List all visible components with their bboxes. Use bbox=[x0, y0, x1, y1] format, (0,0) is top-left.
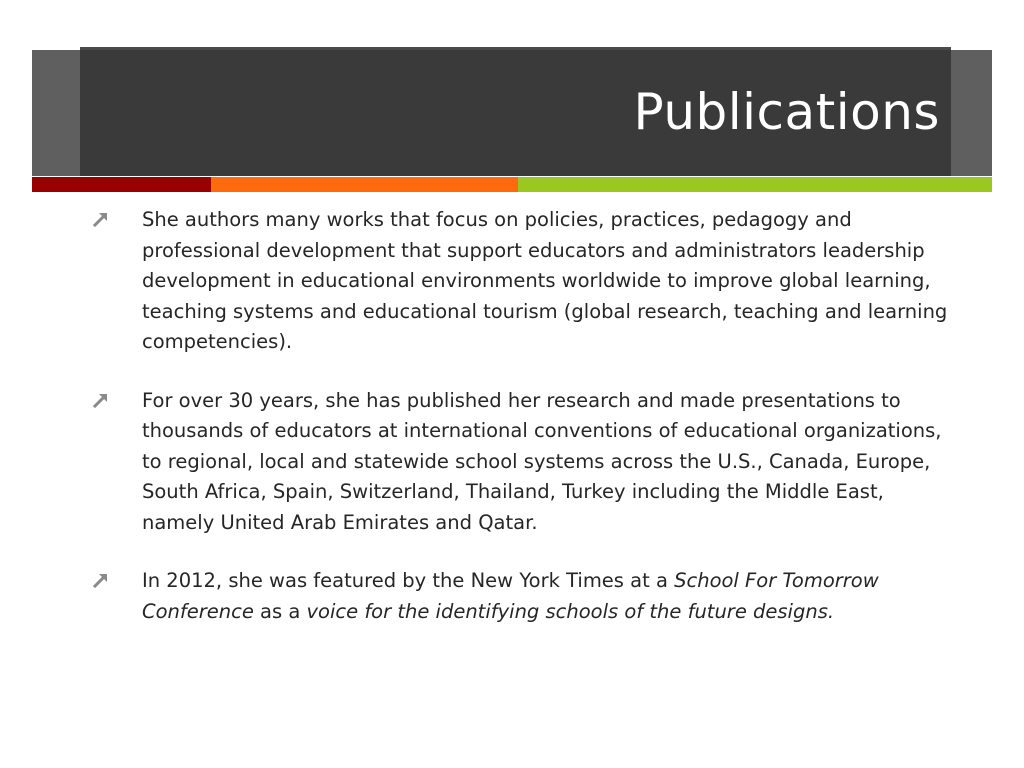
text-segment: as a bbox=[253, 599, 307, 623]
bullet-text-mixed bbox=[142, 569, 879, 623]
bullet-item bbox=[90, 205, 960, 358]
text-segment-italic: School For Tomorrow Conference bbox=[142, 569, 879, 623]
text-segment-italic: voice for the identifying schools of the future designs. bbox=[306, 599, 835, 623]
arrow-up-right-icon bbox=[93, 211, 109, 227]
bullet-text: She authors many works that focus on policies, practices, pedagogy and professional development that support educators and administrators leadership development in educational environments worldwide to improve global learning, teaching systems and educational tourism (global research, teaching and learning competencies). bbox=[142, 208, 948, 353]
bullet-item bbox=[90, 386, 960, 539]
arrow-up-right-icon bbox=[93, 572, 109, 588]
slide-title: Publications bbox=[633, 83, 940, 141]
stripe-red bbox=[32, 177, 211, 192]
bullet-item bbox=[90, 566, 960, 627]
arrow-up-right-icon bbox=[93, 392, 109, 408]
bullet-list bbox=[90, 205, 960, 655]
stripe-orange bbox=[211, 177, 518, 192]
text-segment: In 2012, she was featured by the New York Times at a bbox=[142, 569, 675, 592]
bullet-text: For over 30 years, she has published her research and made presentations to thousands of educators at international conventions of educational organizations, to regional, local and statewide school systems across the U.S., Canada, Europe, South Africa, Spain, Switzerland, Thailand, Turkey including the Middle East, namely United Arab Emirates and Qatar. bbox=[142, 388, 942, 534]
stripe-green bbox=[518, 177, 992, 192]
